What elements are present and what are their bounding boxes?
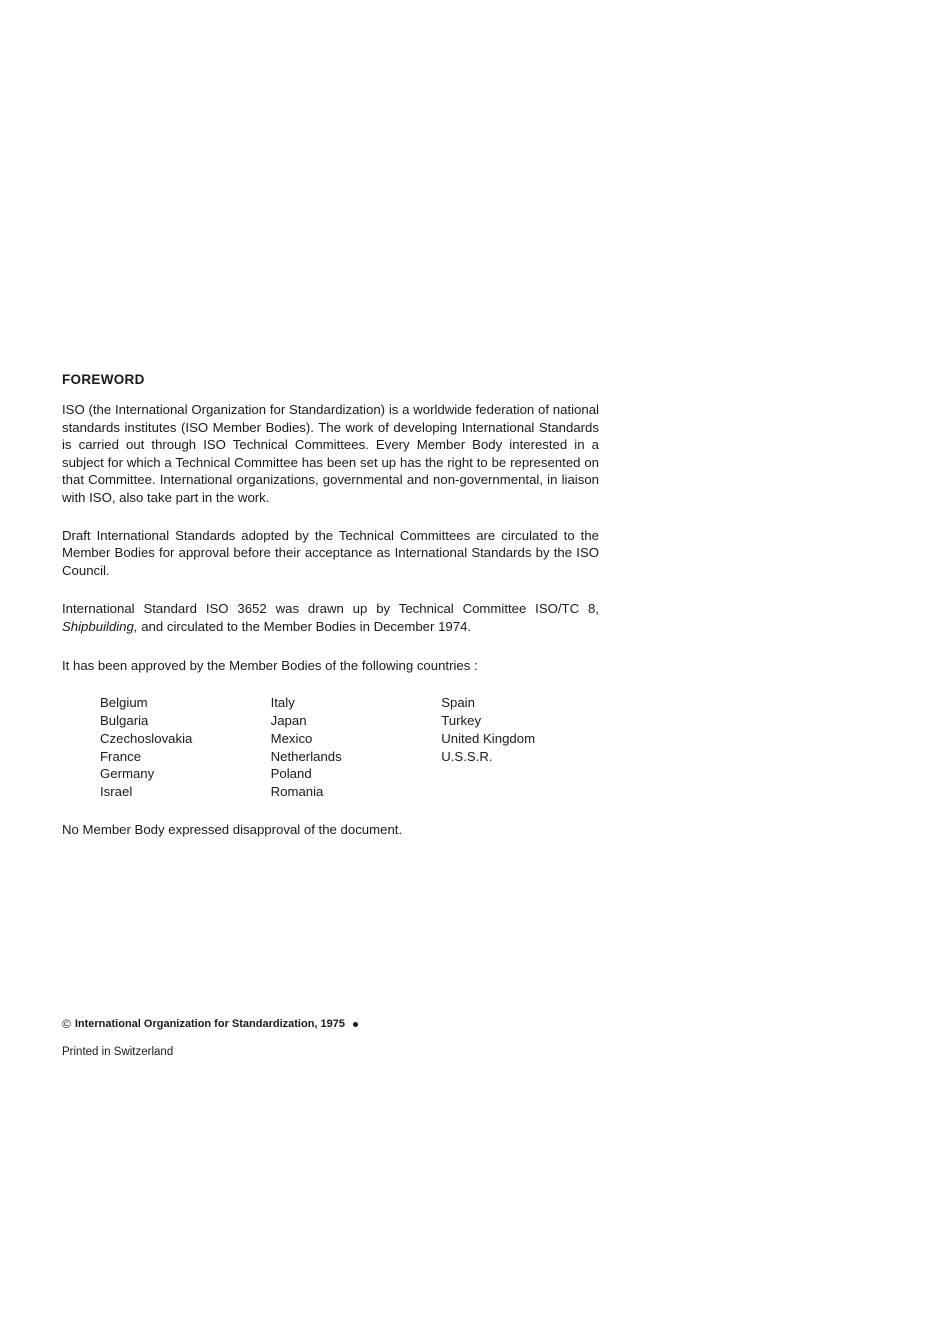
country-item: Spain (441, 695, 475, 711)
paragraph-3-start: International Standard ISO 3652 was drawn up by Technical Committee ISO/TC 8, (62, 601, 599, 617)
country-item: U.S.S.R. (441, 748, 493, 764)
copyright-symbol: © (62, 1017, 71, 1031)
country-item: Israel (100, 784, 133, 800)
country-column-1 (100, 694, 271, 801)
country-column-2 (271, 694, 442, 801)
country-item: Netherlands (270, 748, 342, 764)
country-item: Belgium (100, 695, 148, 711)
foreword-paragraph-4: It has been approved by the Member Bodies of the following countries : (62, 657, 478, 673)
copyright-notice (62, 1017, 358, 1031)
foreword-heading: FOREWORD (62, 372, 145, 387)
country-item: Germany (100, 766, 155, 782)
country-item: Romania (270, 784, 324, 800)
country-item: Italy (270, 695, 295, 711)
country-item: Mexico (270, 730, 313, 746)
country-item: Czechoslovakia (100, 730, 193, 746)
committee-title: Shipbuilding, (62, 618, 138, 634)
copyright-text: International Organization for Standardization, 1975 (74, 1018, 345, 1030)
bullet-icon (353, 1022, 358, 1027)
foreword-paragraph-3 (62, 600, 599, 635)
paragraph-3-end: and circulated to the Member Bodies in December 1974. (141, 618, 472, 634)
country-item: Bulgaria (100, 712, 149, 728)
foreword-paragraph-5: No Member Body expressed disapproval of the document. (62, 821, 403, 837)
country-item: United Kingdom (441, 730, 536, 746)
foreword-section (62, 372, 599, 839)
foreword-paragraph-1: ISO (the International Organization for Standardization) is a worldwide federation of national standards institutes (ISO Member Bodies). The work of developing International Standards is carried out through ISO Technical Committees. Every Member Body interested in a subject for which a Technical Committee has been set up has the right to be represented on that Committee. International organizations, governmental and non-governmental, in liaison with ISO, also take part in the work. (62, 402, 599, 505)
country-list (100, 694, 599, 801)
country-column-3 (441, 694, 599, 801)
country-item: Poland (270, 766, 312, 782)
country-item: France (100, 748, 142, 764)
country-item: Turkey (441, 712, 482, 728)
foreword-paragraph-2: Draft International Standards adopted by the Technical Committees are circulated to the Member Bodies for approval before their acceptance as International Standards by the ISO Council. (62, 527, 599, 578)
country-item: Japan (270, 712, 307, 728)
printed-in-notice: Printed in Switzerland (62, 1046, 174, 1058)
